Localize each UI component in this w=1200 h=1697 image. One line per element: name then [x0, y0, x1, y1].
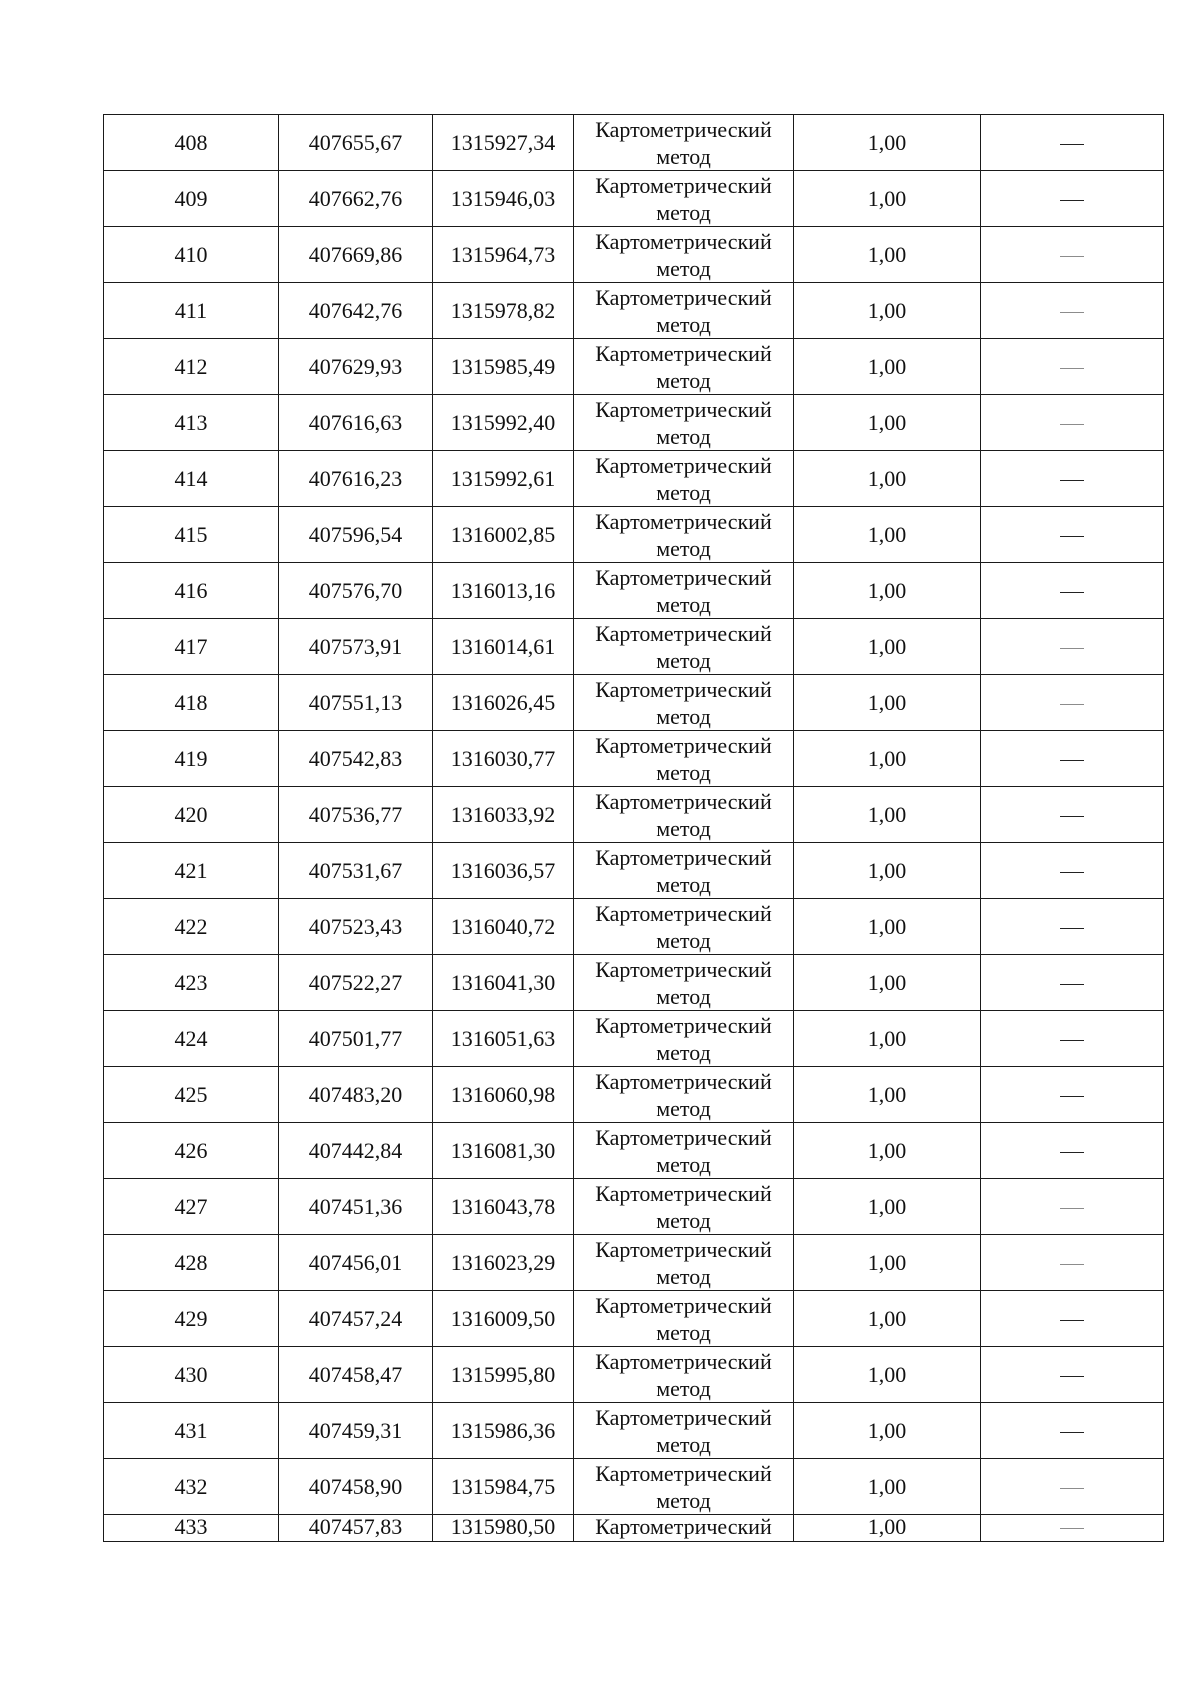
- method-line-2: метод: [656, 1095, 711, 1121]
- cell-accuracy: 1,00: [794, 1179, 981, 1235]
- cell-y-coordinate: 1316041,30: [433, 955, 574, 1011]
- cell-description: [981, 1347, 1164, 1403]
- cell-method: [574, 1403, 794, 1459]
- method-line-1: Картометрический: [595, 396, 772, 422]
- em-dash-mark: [1060, 1528, 1084, 1529]
- cell-accuracy: 1,00: [794, 339, 981, 395]
- cell-x-coordinate: 407616,63: [279, 395, 433, 451]
- method-line-1: Картометрический: [595, 1348, 772, 1374]
- cell-y-coordinate: 1315927,34: [433, 115, 574, 171]
- table-row: [104, 731, 1164, 787]
- em-dash-mark: [1060, 312, 1084, 313]
- method-line-2: метод: [656, 423, 711, 449]
- cell-point-number: 428: [104, 1235, 279, 1291]
- method-line-1: Картометрический: [595, 564, 772, 590]
- cell-x-coordinate: 407457,24: [279, 1291, 433, 1347]
- cell-point-number: 412: [104, 339, 279, 395]
- method-line-2: метод: [656, 871, 711, 897]
- cell-method: [574, 675, 794, 731]
- cell-method: [574, 339, 794, 395]
- cell-description: [981, 1235, 1164, 1291]
- cell-method: [574, 1179, 794, 1235]
- table-row: [104, 227, 1164, 283]
- cell-point-number: 415: [104, 507, 279, 563]
- cell-description: [981, 731, 1164, 787]
- cell-description: [981, 507, 1164, 563]
- cell-x-coordinate: 407531,67: [279, 843, 433, 899]
- cell-description: [981, 675, 1164, 731]
- cell-method: [574, 283, 794, 339]
- method-line-1: Картометрический: [595, 844, 772, 870]
- em-dash-mark: [1060, 1096, 1084, 1097]
- em-dash-mark: [1060, 1320, 1084, 1321]
- em-dash-mark: [1060, 1376, 1084, 1377]
- method-line-2: метод: [656, 1263, 711, 1289]
- em-dash-mark: [1060, 1040, 1084, 1041]
- cell-point-number: 429: [104, 1291, 279, 1347]
- cell-point-number: 408: [104, 115, 279, 171]
- cell-x-coordinate: 407501,77: [279, 1011, 433, 1067]
- cell-accuracy: 1,00: [794, 115, 981, 171]
- cell-method: [574, 1291, 794, 1347]
- table-row: [104, 115, 1164, 171]
- method-line-1: Картометрический: [595, 1236, 772, 1262]
- cell-method: [574, 1235, 794, 1291]
- table-row: [104, 619, 1164, 675]
- table-row: [104, 507, 1164, 563]
- cell-y-coordinate: 1316030,77: [433, 731, 574, 787]
- cell-point-number: 416: [104, 563, 279, 619]
- table-row: [104, 843, 1164, 899]
- table-row: [104, 1403, 1164, 1459]
- em-dash-mark: [1060, 1208, 1084, 1209]
- cell-y-coordinate: 1315992,40: [433, 395, 574, 451]
- cell-point-number: 414: [104, 451, 279, 507]
- cell-description: [981, 1403, 1164, 1459]
- table-row: [104, 1235, 1164, 1291]
- cell-y-coordinate: 1316014,61: [433, 619, 574, 675]
- cell-accuracy: 1,00: [794, 1347, 981, 1403]
- cell-point-number: 409: [104, 171, 279, 227]
- cell-method: [574, 1011, 794, 1067]
- cell-accuracy: 1,00: [794, 1067, 981, 1123]
- em-dash-mark: [1060, 704, 1084, 705]
- method-line-2: метод: [656, 647, 711, 673]
- cell-x-coordinate: 407458,90: [279, 1459, 433, 1515]
- cell-description: [981, 115, 1164, 171]
- em-dash-mark: [1060, 368, 1084, 369]
- cell-point-number: 430: [104, 1347, 279, 1403]
- cell-accuracy: 1,00: [794, 507, 981, 563]
- cell-accuracy: 1,00: [794, 1459, 981, 1515]
- method-line-2: метод: [656, 1207, 711, 1233]
- method-line-1: Картометрический: [595, 732, 772, 758]
- cell-x-coordinate: 407542,83: [279, 731, 433, 787]
- cell-point-number: 418: [104, 675, 279, 731]
- cell-accuracy: 1,00: [794, 451, 981, 507]
- cell-x-coordinate: 407457,83: [279, 1515, 433, 1542]
- method-line-2: метод: [656, 591, 711, 617]
- cell-point-number: 426: [104, 1123, 279, 1179]
- cell-x-coordinate: 407616,23: [279, 451, 433, 507]
- cell-accuracy: 1,00: [794, 675, 981, 731]
- cell-y-coordinate: 1315978,82: [433, 283, 574, 339]
- cell-method: [574, 563, 794, 619]
- cell-method: [574, 619, 794, 675]
- table-row: [104, 955, 1164, 1011]
- cell-y-coordinate: 1316009,50: [433, 1291, 574, 1347]
- table-row: [104, 1123, 1164, 1179]
- cell-y-coordinate: 1316026,45: [433, 675, 574, 731]
- method-line-1: Картометрический: [595, 1012, 772, 1038]
- cell-method: [574, 451, 794, 507]
- table-row: [104, 675, 1164, 731]
- method-line-1: Картометрический: [595, 1514, 772, 1539]
- cell-y-coordinate: 1316051,63: [433, 1011, 574, 1067]
- cell-x-coordinate: 407458,47: [279, 1347, 433, 1403]
- em-dash-mark: [1060, 760, 1084, 761]
- cell-method: [574, 955, 794, 1011]
- em-dash-mark: [1060, 928, 1084, 929]
- cell-accuracy: 1,00: [794, 955, 981, 1011]
- em-dash-mark: [1060, 816, 1084, 817]
- method-line-2: метод: [656, 1431, 711, 1457]
- cell-accuracy: 1,00: [794, 1291, 981, 1347]
- cell-method: [574, 115, 794, 171]
- method-line-1: Картометрический: [595, 116, 772, 142]
- cell-point-number: 421: [104, 843, 279, 899]
- cell-x-coordinate: 407629,93: [279, 339, 433, 395]
- method-line-2: метод: [656, 311, 711, 337]
- cell-x-coordinate: 407669,86: [279, 227, 433, 283]
- coordinates-table-body: [104, 115, 1164, 1542]
- table-row: [104, 1347, 1164, 1403]
- em-dash-mark: [1060, 1432, 1084, 1433]
- table-row: [104, 1011, 1164, 1067]
- cell-method: [574, 507, 794, 563]
- cell-x-coordinate: 407551,13: [279, 675, 433, 731]
- table-row: [104, 339, 1164, 395]
- cell-point-number: 419: [104, 731, 279, 787]
- em-dash-mark: [1060, 1264, 1084, 1265]
- method-line-2: метод: [656, 703, 711, 729]
- method-line-2: метод: [656, 927, 711, 953]
- cell-x-coordinate: 407523,43: [279, 899, 433, 955]
- method-line-1: Картометрический: [595, 228, 772, 254]
- cell-x-coordinate: 407522,27: [279, 955, 433, 1011]
- table-row: [104, 283, 1164, 339]
- cell-x-coordinate: 407459,31: [279, 1403, 433, 1459]
- cell-point-number: 432: [104, 1459, 279, 1515]
- cell-x-coordinate: 407576,70: [279, 563, 433, 619]
- cell-description: [981, 1459, 1164, 1515]
- cell-x-coordinate: 407655,67: [279, 115, 433, 171]
- method-line-2: метод: [656, 983, 711, 1009]
- cell-x-coordinate: 407662,76: [279, 171, 433, 227]
- cell-y-coordinate: 1316013,16: [433, 563, 574, 619]
- cell-y-coordinate: 1315946,03: [433, 171, 574, 227]
- cell-description: [981, 1291, 1164, 1347]
- method-line-1: Картометрический: [595, 620, 772, 646]
- table-row: [104, 787, 1164, 843]
- cell-accuracy: 1,00: [794, 171, 981, 227]
- method-line-2: метод: [656, 1319, 711, 1345]
- table-row: [104, 1179, 1164, 1235]
- cell-description: [981, 339, 1164, 395]
- cell-y-coordinate: 1315964,73: [433, 227, 574, 283]
- cell-method: [574, 731, 794, 787]
- cell-method: [574, 843, 794, 899]
- cell-point-number: 431: [104, 1403, 279, 1459]
- cell-accuracy: 1,00: [794, 1123, 981, 1179]
- cell-y-coordinate: 1316081,30: [433, 1123, 574, 1179]
- cell-y-coordinate: 1316033,92: [433, 787, 574, 843]
- em-dash-mark: [1060, 1152, 1084, 1153]
- cell-accuracy: 1,00: [794, 283, 981, 339]
- cell-accuracy: 1,00: [794, 731, 981, 787]
- method-line-2: метод: [656, 1375, 711, 1401]
- cell-method: [574, 787, 794, 843]
- cell-method: [574, 1515, 794, 1542]
- cell-point-number: 420: [104, 787, 279, 843]
- cell-x-coordinate: 407573,91: [279, 619, 433, 675]
- method-line-2: метод: [656, 1487, 711, 1513]
- cell-description: [981, 451, 1164, 507]
- table-row: [104, 451, 1164, 507]
- cell-point-number: 433: [104, 1515, 279, 1542]
- em-dash-mark: [1060, 648, 1084, 649]
- cell-y-coordinate: 1315980,50: [433, 1515, 574, 1542]
- cell-description: [981, 283, 1164, 339]
- cell-point-number: 411: [104, 283, 279, 339]
- table-row: [104, 1067, 1164, 1123]
- cell-accuracy: 1,00: [794, 1235, 981, 1291]
- cell-description: [981, 787, 1164, 843]
- coordinates-table: [103, 114, 1164, 1542]
- cell-x-coordinate: 407456,01: [279, 1235, 433, 1291]
- cell-point-number: 427: [104, 1179, 279, 1235]
- cell-accuracy: 1,00: [794, 787, 981, 843]
- cell-point-number: 423: [104, 955, 279, 1011]
- method-line-2: метод: [656, 367, 711, 393]
- cell-y-coordinate: 1315985,49: [433, 339, 574, 395]
- cell-description: [981, 171, 1164, 227]
- em-dash-mark: [1060, 200, 1084, 201]
- cell-accuracy: 1,00: [794, 395, 981, 451]
- method-line-2: метод: [656, 1151, 711, 1177]
- cell-description: [981, 899, 1164, 955]
- cell-accuracy: 1,00: [794, 1011, 981, 1067]
- cell-x-coordinate: 407451,36: [279, 1179, 433, 1235]
- table-row: [104, 899, 1164, 955]
- cell-y-coordinate: 1316040,72: [433, 899, 574, 955]
- table-row: [104, 1291, 1164, 1347]
- method-line-1: Картометрический: [595, 1180, 772, 1206]
- cell-accuracy: 1,00: [794, 563, 981, 619]
- method-line-1: Картометрический: [595, 1460, 772, 1486]
- cell-description: [981, 227, 1164, 283]
- cell-point-number: 413: [104, 395, 279, 451]
- cell-point-number: 417: [104, 619, 279, 675]
- cell-method: [574, 1123, 794, 1179]
- cell-description: [981, 1515, 1164, 1542]
- cell-method: [574, 899, 794, 955]
- cell-point-number: 422: [104, 899, 279, 955]
- cell-x-coordinate: 407642,76: [279, 283, 433, 339]
- cell-y-coordinate: 1316036,57: [433, 843, 574, 899]
- cell-point-number: 410: [104, 227, 279, 283]
- cell-y-coordinate: 1315984,75: [433, 1459, 574, 1515]
- cell-method: [574, 1459, 794, 1515]
- table-row: [104, 563, 1164, 619]
- method-line-1: Картометрический: [595, 172, 772, 198]
- cell-x-coordinate: 407483,20: [279, 1067, 433, 1123]
- cell-accuracy: 1,00: [794, 899, 981, 955]
- method-line-1: Картометрический: [595, 1068, 772, 1094]
- method-line-2: метод: [656, 759, 711, 785]
- method-line-1: Картометрический: [595, 1292, 772, 1318]
- em-dash-mark: [1060, 144, 1084, 145]
- cell-accuracy: 1,00: [794, 1515, 981, 1542]
- cell-y-coordinate: 1315986,36: [433, 1403, 574, 1459]
- cell-y-coordinate: 1315992,61: [433, 451, 574, 507]
- table-row: [104, 171, 1164, 227]
- cell-point-number: 424: [104, 1011, 279, 1067]
- cell-description: [981, 955, 1164, 1011]
- method-line-1: Картометрический: [595, 452, 772, 478]
- cell-accuracy: 1,00: [794, 619, 981, 675]
- em-dash-mark: [1060, 592, 1084, 593]
- em-dash-mark: [1060, 424, 1084, 425]
- cell-description: [981, 1011, 1164, 1067]
- em-dash-mark: [1060, 984, 1084, 985]
- method-line-1: Картометрический: [595, 676, 772, 702]
- method-line-1: Картометрический: [595, 1124, 772, 1150]
- em-dash-mark: [1060, 1488, 1084, 1489]
- method-line-1: Картометрический: [595, 956, 772, 982]
- cell-y-coordinate: 1316002,85: [433, 507, 574, 563]
- cell-description: [981, 1179, 1164, 1235]
- cell-y-coordinate: 1316023,29: [433, 1235, 574, 1291]
- cell-method: [574, 227, 794, 283]
- method-line-2: метод: [656, 535, 711, 561]
- method-line-1: Картометрический: [595, 1404, 772, 1430]
- cell-x-coordinate: 407536,77: [279, 787, 433, 843]
- cell-description: [981, 395, 1164, 451]
- cell-method: [574, 1347, 794, 1403]
- table-row: [104, 1459, 1164, 1515]
- method-line-2: метод: [656, 199, 711, 225]
- method-line-1: Картометрический: [595, 340, 772, 366]
- em-dash-mark: [1060, 480, 1084, 481]
- cell-description: [981, 843, 1164, 899]
- cell-method: [574, 171, 794, 227]
- cell-x-coordinate: 407442,84: [279, 1123, 433, 1179]
- cell-description: [981, 563, 1164, 619]
- method-line-1: Картометрический: [595, 284, 772, 310]
- method-line-2: метод: [656, 143, 711, 169]
- em-dash-mark: [1060, 256, 1084, 257]
- cell-accuracy: 1,00: [794, 843, 981, 899]
- cell-method: [574, 395, 794, 451]
- cell-y-coordinate: 1315995,80: [433, 1347, 574, 1403]
- method-line-1: Картометрический: [595, 508, 772, 534]
- em-dash-mark: [1060, 872, 1084, 873]
- cell-method: [574, 1067, 794, 1123]
- method-line-2: метод: [656, 479, 711, 505]
- table-row-partial: [104, 1515, 1164, 1542]
- method-line-1: Картометрический: [595, 900, 772, 926]
- cell-description: [981, 619, 1164, 675]
- method-line-2: метод: [656, 255, 711, 281]
- cell-x-coordinate: 407596,54: [279, 507, 433, 563]
- cell-point-number: 425: [104, 1067, 279, 1123]
- method-line-2: метод: [656, 815, 711, 841]
- table-row: [104, 395, 1164, 451]
- cell-accuracy: 1,00: [794, 227, 981, 283]
- em-dash-mark: [1060, 536, 1084, 537]
- cell-accuracy: 1,00: [794, 1403, 981, 1459]
- cell-description: [981, 1067, 1164, 1123]
- method-line-2: метод: [656, 1039, 711, 1065]
- cell-y-coordinate: 1316043,78: [433, 1179, 574, 1235]
- cell-y-coordinate: 1316060,98: [433, 1067, 574, 1123]
- method-line-1: Картометрический: [595, 788, 772, 814]
- cell-description: [981, 1123, 1164, 1179]
